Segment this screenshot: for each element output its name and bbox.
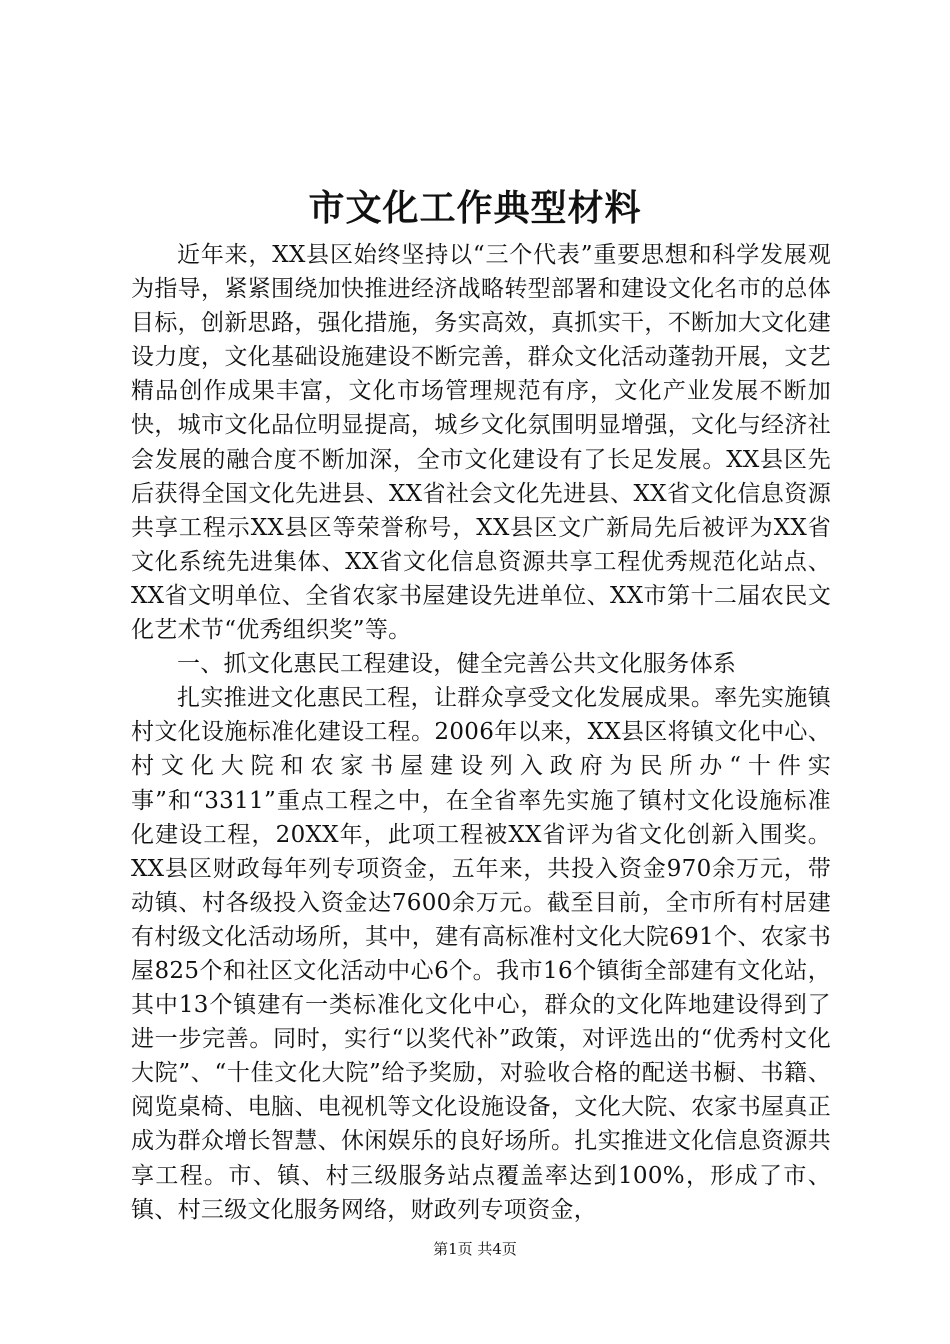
- section-heading-1: 一、抓文化惠民工程建设，健全完善公共文化服务体系: [177, 651, 737, 678]
- page-footer: 第1页 共4页: [433, 1240, 517, 1258]
- document-title: 市文化工作典型材料: [308, 187, 642, 229]
- paragraph-intro: 近年来，XX县区始终坚持以“三个代表”重要思想和科学发展观为指导，紧紧围绕加快推进经济战略转型部署和建设文化名市的总体目标，创新思路，强化措施，务实高效，真抓实干，不断加大文化建设力度，文化基础设施建设不断完善，群众文化活动蓬勃开展，文艺精品创作成果丰富，文化市场管理规范有序，文化产业发展不断加快，城市文化品位明显提高，城乡文化氛围明显增强，文化与经济社会发展的融合度不断加深，全市文化建设有了长足发展。XX县区先后获得全国文化先进县、XX省社会文化先进县、XX省文化信息资源共享工程示XX县区等荣誉称号，XX县区文广新局先后被评为XX省文化系统先进集体、XX省文化信息资源共享工程优秀规范化站点、XX省文明单位、全省农家书屋建设先进单位、XX市第十二届农民文化艺术节“优秀组织奖”等。: [131, 242, 831, 644]
- document-body: [131, 238, 831, 1227]
- paragraph-section-1: 扎实推进文化惠民工程，让群众享受文化发展成果。率先实施镇村文化设施标准化建设工程。2006年以来，XX县区将镇文化中心、村文化大院和农家书屋建设列入政府为民所办“十件实事”和“3311”重点工程之中，在全省率先实施了镇村文化设施标准化建设工程，20XX年，此项工程被XX省评为省文化创新入围奖。XX县区财政每年列专项资金，五年来，共投入资金970余万元，带动镇、村各级投入资金达7600余万元。截至目前，全市所有村居建有村级文化活动场所，其中，建有高标准村文化大院691个、农家书屋825个和社区文化活动中心6个。我市16个镇街全部建有文化站，其中13个镇建有一类标准化文化中心，群众的文化阵地建设得到了进一步完善。同时，实行“以奖代补”政策，对评选出的“优秀村文化大院”、“十佳文化大院”给予奖励，对验收合格的配送书橱、书籍、阅览桌椅、电脑、电视机等文化设施设备，文化大院、农家书屋真正成为群众增长智慧、休闲娱乐的良好场所。扎实推进文化信息资源共享工程。市、镇、村三级服务站点覆盖率达到100%，形成了市、镇、村三级文化服务网络，财政列专项资金，: [131, 685, 831, 1223]
